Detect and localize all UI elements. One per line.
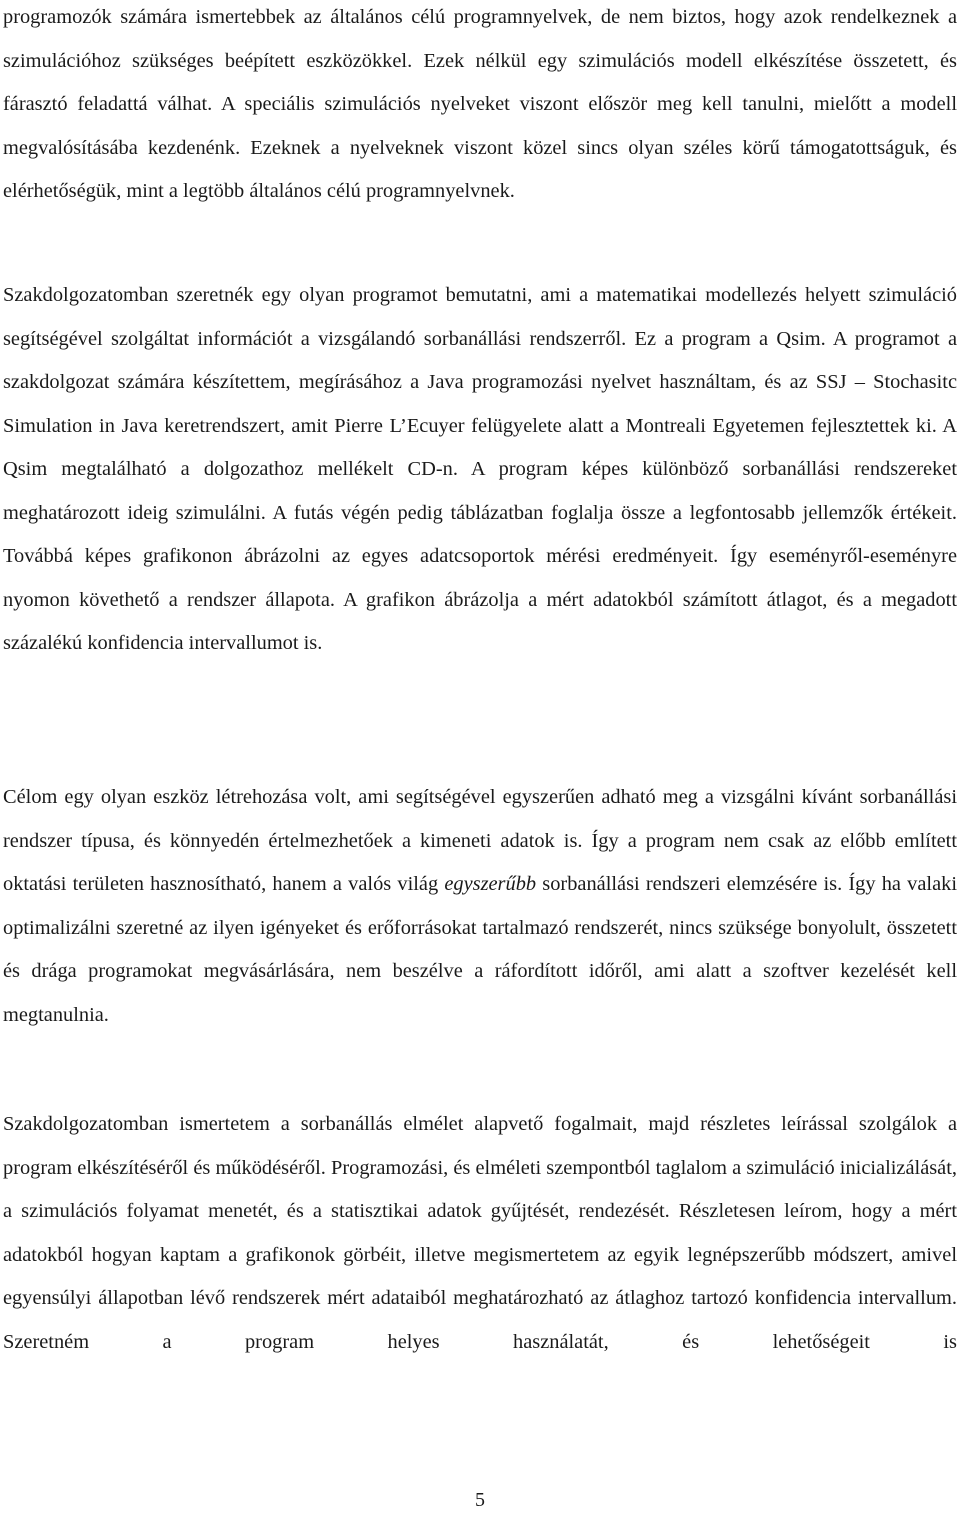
paragraph-1 [3, 0, 957, 214]
paragraph-1-text: programozók számára ismertebbek az általános célú programnyelvek, de nem biztos, hogy azok rendelkeznek a szimulációhoz szükséges beépített eszközökkel. Ezek nélkül egy szimulációs modell elkészítése összetett, és fárasztó feladattá válhat. A speciális szimulációs nyelveket viszont először meg kell tanulni, mielőtt a modell megvalósításába kezdenénk. Ezeknek a nyelveknek viszont közel sincs olyan széles körű támogatottságuk, és elérhetőségük, mint a legtöbb általános célú programnyelvnek. [3, 6, 957, 202]
paragraph-2-text: Szakdolgozatomban szeretnék egy olyan programot bemutatni, ami a matematikai modellezés helyett szimuláció segítségével szolgáltat információt a vizsgálandó sorbanállási rendszerről. Ez a program a Qsim. A programot a szakdolgozat számára készítettem, megírásához a Java programozási nyelvet használtam, és az SSJ – Stochasitc Simulation in Java keretrendszert, amit Pierre L’Ecuyer felügyelete alatt a Montreali Egyetemen fejlesztettek ki. A Qsim megtalálható a dolgozathoz mellékelt CD-n. A program képes különböző sorbanállási rendszereket meghatározott ideig szimulálni. A futás végén pedig táblázatban foglalja össze a legfontosabb jellemzők értékeit. Továbbá képes grafikonon ábrázolni az egyes adatcsoportok mérési eredményeit. Így eseményről-eseményre nyomon követhető a rendszer állapota. A grafikon ábrázolja a mért adatokból számított átlagot, és a megadott százalékú konfidencia intervallumot is. [3, 284, 957, 654]
paragraph-3-text-b: sorbanállási rendszeri elemzésére is. Így ha valaki optimalizálni szeretné az ilyen igényeket és erőforrásokat tartalmazó rendszerét, nincs szüksége bonyolult, összetett és drága programokat megvásárlására, nem beszélve a ráfordított időről, ami alatt a szoftver kezelését kell megtanulnia. [3, 873, 957, 1026]
paragraph-3-text-a: Célom egy olyan eszköz létrehozása volt, ami segítségével egyszerűen adható meg a vizsgálni kívánt sorbanállási rendszer típusa, és könnyedén értelmezhetőek a kimeneti adatok is. Így a program nem csak az előbb említett oktatási területen hasznosítható, hanem a valós világ [3, 786, 957, 895]
paragraph-3-italic-word: egyszerűbb [444, 873, 537, 895]
page-number: 5 [475, 1489, 485, 1511]
paragraph-2 [3, 274, 957, 666]
paragraph-4 [3, 1103, 957, 1364]
paragraph-3 [3, 776, 957, 1037]
paragraph-4-text: Szakdolgozatomban ismertetem a sorbanállás elmélet alapvető fogalmait, majd részletes leírással szolgálok a program elkészítéséről és működéséről. Programozási, és elméleti szempontból taglalom a szimuláció inicializálását, a szimulációs folyamat menetét, és a statisztikai adatok gyűjtését, rendezését. Részletesen leírom, hogy a mért adatokból hogyan kaptam a grafikonok görbéit, illetve megismertetem az egyik legnépszerűbb módszert, amivel egyensúlyi állapotban lévő rendszerek mért adataiból meghatározható az átlaghoz tartozó konfidencia intervallum. Szeretném a program helyes használatát, és lehetőségeit is [3, 1113, 957, 1353]
